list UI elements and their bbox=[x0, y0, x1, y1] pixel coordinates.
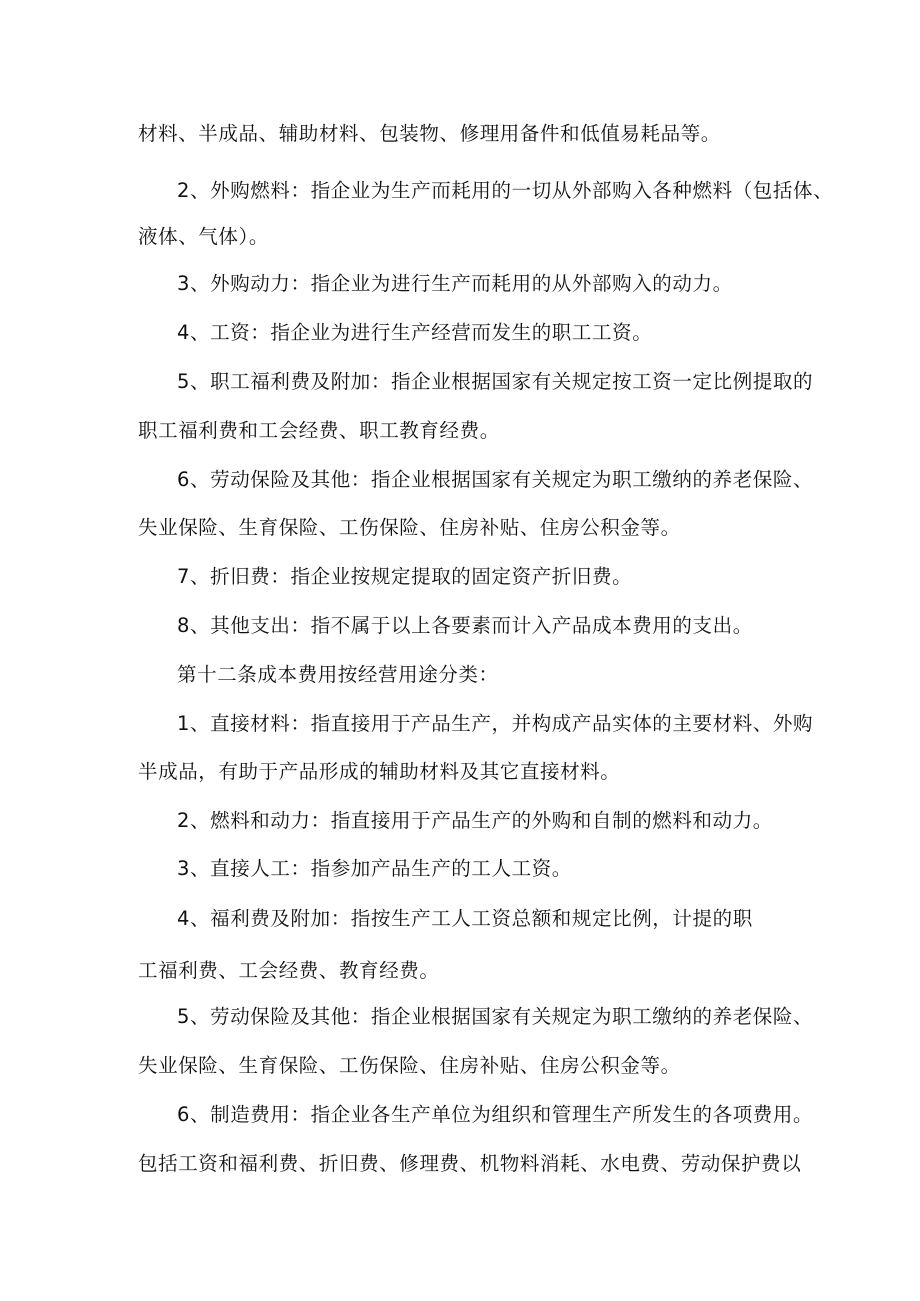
text-line: 半成品，有助于产品形成的辅助材料及其它直接材料。 bbox=[138, 760, 621, 783]
text-line: 4、工资：指企业为进行生产经营而发生的职工工资。 bbox=[177, 321, 653, 344]
text-line: 2、燃料和动力：指直接用于产品生产的外购和自制的燃料和动力。 bbox=[177, 809, 773, 832]
text-line: 5、职工福利费及附加：指企业根据国家有关规定按工资一定比例提取的 bbox=[177, 370, 814, 393]
text-line: 5、劳动保险及其他：指企业根据国家有关规定为职工缴纳的养老保险、 bbox=[177, 1005, 814, 1028]
text-line: 失业保险、生育保险、工伤保险、住房补贴、住房公积金等。 bbox=[138, 516, 681, 539]
text-line: 3、外购动力：指企业为进行生产而耗用的从外部购入的动力。 bbox=[177, 272, 733, 295]
text-line: 7、折旧费：指企业按规定提取的固定资产折旧费。 bbox=[177, 565, 633, 588]
text-line: 职工福利费和工会经费、职工教育经费。 bbox=[138, 419, 500, 442]
text-line: 1、直接材料：指直接用于产品生产，并构成产品实体的主要材料、外购 bbox=[177, 712, 814, 735]
text-line: 材料、半成品、辅助材料、包装物、修理用备件和低值易耗品等。 bbox=[138, 122, 721, 145]
text-line: 失业保险、生育保险、工伤保险、住房补贴、住房公积金等。 bbox=[138, 1054, 681, 1077]
text-line: 3、直接人工：指参加产品生产的工人工资。 bbox=[177, 857, 572, 880]
text-line: 液体、气体）。 bbox=[138, 225, 269, 248]
text-line: 8、其他支出：指不属于以上各要素而计入产品成本费用的支出。 bbox=[177, 614, 753, 637]
section-heading: 第十二条成本费用按经营用途分类： bbox=[177, 663, 499, 686]
text-line: 包括工资和福利费、折旧费、修理费、机物料消耗、水电费、劳动保护费以 bbox=[138, 1152, 802, 1175]
text-line: 4、福利费及附加：指按生产工人工资总额和规定比例，计提的职 bbox=[177, 907, 753, 930]
text-line: 6、劳动保险及其他：指企业根据国家有关规定为职工缴纳的养老保险、 bbox=[177, 468, 814, 491]
text-line: 2、外购燃料：指企业为生产而耗用的一切从外部购入各种燃料（包括体、 bbox=[177, 179, 834, 202]
text-line: 6、制造费用：指企业各生产单位为组织和管理生产所发生的各项费用。 bbox=[177, 1103, 814, 1126]
text-line: 工福利费、工会经费、教育经费。 bbox=[138, 959, 440, 982]
